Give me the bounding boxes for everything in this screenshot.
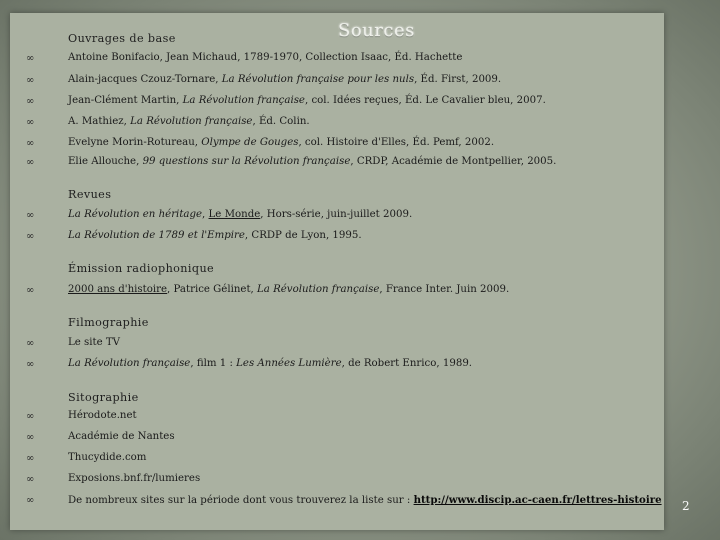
italic-title: La Révolution française (130, 116, 253, 127)
infinity-bullet-icon: ∞ (26, 285, 34, 296)
infinity-bullet-icon: ∞ (26, 210, 34, 221)
infinity-bullet-icon: ∞ (26, 432, 34, 443)
source-text: Hérodote.net (68, 410, 137, 421)
infinity-bullet-icon: ∞ (26, 359, 34, 370)
underlined-title: 2000 ans d'histoire (68, 284, 168, 295)
page-number: 2 (682, 499, 690, 513)
infinity-bullet-icon: ∞ (26, 495, 34, 506)
source-text: La Révolution en héritage, Le Monde, Hors-série, juin-juillet 2009. (68, 209, 413, 220)
source-text: Antoine Bonifacio, Jean Michaud, 1789-1970, Collection Isaac, Éd. Hachette (68, 52, 463, 63)
infinity-bullet-icon: ∞ (26, 75, 34, 86)
source-text: Alain-jacques Czouz-Tornare, La Révolution française pour les nuls, Éd. First, 2009. (68, 74, 502, 85)
infinity-bullet-icon: ∞ (26, 157, 34, 168)
infinity-bullet-icon: ∞ (26, 411, 34, 422)
italic-title: 99 questions sur la Révolution française (142, 156, 351, 167)
italic-title: La Révolution française (257, 284, 380, 295)
infinity-bullet-icon: ∞ (26, 53, 34, 64)
source-text: Jean-Clément Martin, La Révolution française, col. Idées reçues, Éd. Le Cavalier bleu, 2007. (68, 95, 546, 106)
source-text: La Révolution de 1789 et l'Empire, CRDP de Lyon, 1995. (68, 230, 362, 241)
italic-title: Olympe de Gouges (201, 137, 299, 148)
source-text: Le site TV (68, 337, 121, 348)
source-text: Evelyne Morin-Rotureau, Olympe de Gouges, col. Histoire d'Elles, Éd. Pemf, 2002. (68, 137, 495, 148)
italic-title: Les Années Lumière (236, 358, 342, 369)
source-text: Thucydide.com (68, 452, 147, 463)
section-heading: Ouvrages de base (68, 32, 176, 45)
infinity-bullet-icon: ∞ (26, 231, 34, 242)
discip-link[interactable]: http://www.discip.ac-caen.fr/lettres-histoire (413, 494, 662, 506)
underlined-title: Le Monde (208, 209, 261, 220)
section-heading: Revues (68, 188, 112, 201)
infinity-bullet-icon: ∞ (26, 138, 34, 149)
source-text: Elie Allouche, 99 questions sur la Révolution française, CRDP, Académie de Montpellier, 2005. (68, 156, 557, 167)
slide-title: Sources (338, 20, 415, 41)
italic-title: La Révolution française pour les nuls (221, 74, 415, 85)
section-heading: Filmographie (68, 316, 149, 329)
section-heading: Émission radiophonique (68, 262, 215, 275)
italic-title: La Révolution française (68, 358, 191, 369)
section-heading: Sitographie (68, 391, 139, 404)
source-text: La Révolution française, film 1 : Les Années Lumière, de Robert Enrico, 1989. (68, 358, 473, 369)
italic-title: La Révolution française (182, 95, 305, 106)
infinity-bullet-icon: ∞ (26, 474, 34, 485)
infinity-bullet-icon: ∞ (26, 117, 34, 128)
source-text: De nombreux sites sur la période dont vous trouverez la liste sur : http://www.discip.ac-caen.fr/lettres-histoire (68, 494, 662, 506)
source-text: 2000 ans d'histoire, Patrice Gélinet, La Révolution française, France Inter. Juin 2009. (68, 284, 510, 295)
italic-title: La Révolution en héritage (68, 209, 203, 220)
infinity-bullet-icon: ∞ (26, 338, 34, 349)
source-text: Exposions.bnf.fr/lumieres (68, 473, 201, 484)
source-text: Académie de Nantes (68, 431, 175, 442)
source-text: A. Mathiez, La Révolution française, Éd. Colin. (68, 116, 310, 127)
infinity-bullet-icon: ∞ (26, 453, 34, 464)
italic-title: La Révolution de 1789 et l'Empire (68, 230, 245, 241)
infinity-bullet-icon: ∞ (26, 96, 34, 107)
